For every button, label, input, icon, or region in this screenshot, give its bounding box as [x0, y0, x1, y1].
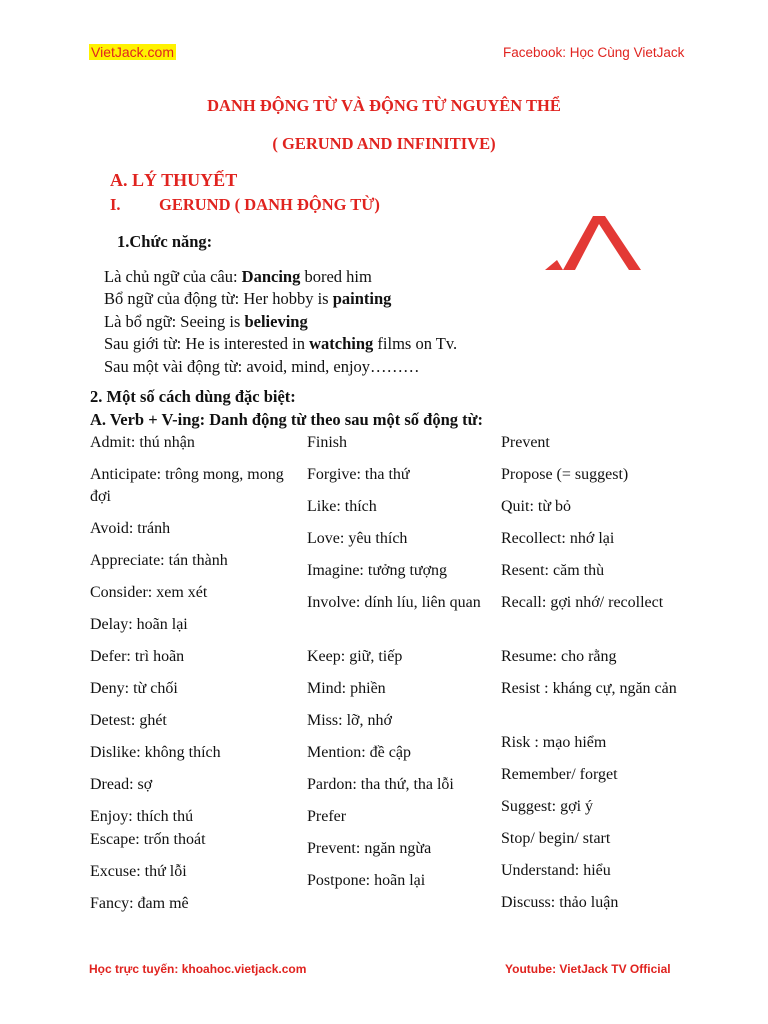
verb-item: Quit: từ bỏ [501, 498, 572, 515]
verb-item: Pardon: tha thứ, tha lỗi [307, 776, 454, 793]
watermark-logo [545, 212, 655, 272]
function-line: Là bổ ngữ: Seeing is believing [104, 312, 308, 331]
verb-item: Involve: dính líu, liên quan [307, 594, 481, 611]
verb-item: Prevent [501, 434, 550, 451]
section-i-number: I. [110, 195, 121, 214]
verb-item: Recall: gợi nhớ/ recollect [501, 594, 664, 611]
verb-item: Mention: đề cập [307, 744, 411, 761]
verb-item: Prefer [307, 808, 347, 825]
verb-item: Delay: hoãn lại [90, 616, 188, 633]
verb-item: Risk : mạo hiểm [501, 734, 607, 751]
verb-item: Finish [307, 434, 348, 451]
verb-item: Miss: lỡ, nhớ [307, 712, 392, 729]
verb-item: Remember/ forget [501, 766, 618, 783]
footer-youtube: Youtube: VietJack TV Official [505, 962, 671, 976]
verb-item: Propose (= suggest) [501, 466, 629, 483]
verb-item: Consider: xem xét [90, 584, 208, 601]
special-usage-heading: 2. Một số cách dùng đặc biệt: [90, 387, 296, 406]
verb-item: Detest: ghét [90, 712, 167, 729]
verb-item: Keep: giữ, tiếp [307, 648, 403, 665]
verb-item: Enjoy: thích thú [90, 808, 194, 825]
function-line: Bổ ngữ của động từ: Her hobby is painting [104, 289, 392, 308]
site-name: VietJack.com [91, 44, 174, 60]
verb-item: Postpone: hoãn lại [307, 872, 426, 889]
page-title: DANH ĐỘNG TỪ VÀ ĐỘNG TỪ NGUYÊN THỂ [207, 96, 561, 115]
verb-item: Deny: từ chối [90, 680, 178, 697]
verb-item: Admit: thú nhận [90, 434, 195, 451]
verb-item: Escape: trốn thoát [90, 831, 206, 848]
verb-item: Stop/ begin/ start [501, 830, 611, 847]
verb-item: Defer: trì hoãn [90, 648, 185, 665]
function-line: Sau giới từ: He is interested in watching films on Tv. [104, 334, 458, 353]
verb-ing-heading: A. Verb + V-ing: Danh động từ theo sau một số động từ: [90, 410, 484, 429]
verb-item: Like: thích [307, 498, 377, 515]
verb-item: Understand: hiểu [501, 862, 611, 879]
verb-item: Prevent: ngăn ngừa [307, 840, 432, 857]
footer-online-course: Học trực tuyến: khoahoc.vietjack.com [89, 962, 307, 976]
verb-item: Appreciate: tán thành [90, 552, 228, 569]
verb-item: Discuss: thảo luận [501, 894, 619, 911]
verb-item: Anticipate: trông mong, mong đợi [90, 466, 284, 505]
verb-item: Fancy: đam mê [90, 895, 189, 912]
verb-item: Mind: phiền [307, 680, 386, 697]
verb-item: Forgive: tha thứ [307, 466, 410, 483]
section-i-title: GERUND ( DANH ĐỘNG TỪ) [159, 195, 380, 214]
section-a-heading: A. LÝ THUYẾT [110, 170, 238, 190]
page-subtitle: ( GERUND AND INFINITIVE) [272, 134, 496, 153]
function-line: Là chủ ngữ của câu: Dancing bored him [104, 267, 372, 286]
function-line: Sau một vài động từ: avoid, mind, enjoy……… [104, 357, 420, 376]
verb-item: Love: yêu thích [307, 530, 408, 547]
verb-item: Dislike: không thích [90, 744, 221, 761]
verb-item: Imagine: tưởng tượng [307, 562, 448, 579]
verb-item: Recollect: nhớ lại [501, 530, 615, 547]
verb-item: Excuse: thứ lỗi [90, 863, 187, 880]
verb-item: Resist : kháng cự, ngăn cản [501, 680, 677, 697]
verb-item: Dread: sợ [90, 776, 153, 793]
verb-item: Suggest: gợi ý [501, 798, 594, 815]
verb-item: Resume: cho rằng [501, 648, 617, 665]
verb-item: Avoid: tránh [90, 520, 171, 537]
function-heading: 1.Chức năng: [117, 232, 213, 251]
facebook-label: Facebook: Học Cùng VietJack [503, 45, 685, 60]
verb-item: Resent: căm thù [501, 562, 605, 579]
